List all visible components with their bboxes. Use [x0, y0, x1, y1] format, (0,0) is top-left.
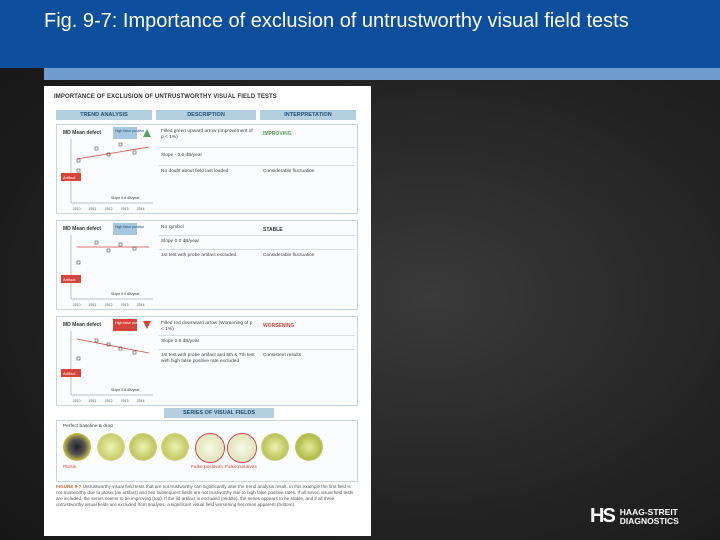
column-header-trend: TREND ANALYSIS	[56, 110, 152, 120]
interpretation-note: Consistent results	[263, 353, 302, 358]
description-line: No doubt about field last loaded	[161, 169, 229, 174]
description-line: Filled green upward arrow (Improvement of p < 1%)	[161, 129, 253, 140]
x-tick: 2013	[121, 399, 129, 403]
visual-field-map	[227, 433, 257, 463]
description-line: No symbol	[161, 225, 184, 230]
figure-image	[44, 86, 371, 536]
slope-label: Slope 0.0 dB/year	[111, 292, 140, 296]
slide-title: Fig. 9-7: Importance of exclusion of untrustworthy visual field tests	[44, 10, 629, 32]
logo-mark: HS	[590, 505, 614, 527]
artifact-label: Artifact	[63, 371, 76, 376]
data-point	[77, 261, 80, 264]
description-line: Slope 0.0 dB/year	[161, 239, 200, 244]
series-label: Ptosis	[63, 465, 77, 470]
x-tick: 2014	[137, 207, 145, 211]
data-point	[95, 147, 98, 150]
visual-field-map	[261, 433, 289, 461]
visual-field-map	[295, 433, 323, 461]
x-tick: 2012	[105, 207, 113, 211]
x-tick: 2010	[73, 303, 81, 307]
series-label: False positives	[191, 465, 223, 470]
description-line: 1st test with probe artifact and 5th & 7th test with high false positive rate excluded	[161, 353, 255, 364]
caption-text: Untrustworthy visual field tests that are not trustworthy can significantly alter the trend analysis result. In this example the first field is not trustworthy due to ptosis (an artifact) and two subsequent fields are not trustworthy due to high false positive rates. If all seven visual field tests are included, the series seems to be improving (top). If the lid artifact is excluded (middle), the series appears to be stable, and if all three untrustworthy visual fields are excluded from analysis, a significant visual field worsening becomes apparent (bottom).	[56, 484, 354, 507]
artifact-label: Artifact	[63, 277, 76, 282]
description-line: Filled red downward arrow (Worsening of p < 1%)	[161, 321, 253, 332]
description-line: 1st test with probe artifact excluded	[161, 253, 237, 258]
interpretation-status: IMPROVING	[263, 131, 292, 137]
accent-strip	[44, 68, 720, 80]
haag-streit-logo	[590, 505, 679, 528]
data-point	[133, 151, 136, 154]
interpretation-note: Considerable fluctuation	[263, 253, 315, 258]
data-point	[133, 247, 136, 250]
visual-field-map	[195, 433, 225, 463]
trend-chart-1	[57, 125, 157, 213]
slope-label: Slope 0.8 dB/year	[111, 388, 140, 392]
x-tick: 2013	[121, 207, 129, 211]
figure-caption	[56, 484, 358, 508]
data-point	[119, 243, 122, 246]
column-header-interpretation: INTERPRETATION	[260, 110, 356, 120]
series-label: False positives	[225, 465, 257, 470]
x-tick: 2014	[137, 399, 145, 403]
x-tick: 2011	[89, 207, 97, 211]
trend-line	[77, 339, 149, 353]
caption-lead: FIGURE 9-7	[56, 484, 82, 489]
column-header-description: DESCRIPTION	[156, 110, 256, 120]
visual-field-series	[56, 420, 358, 482]
improving-arrow-icon	[143, 129, 151, 137]
visual-field-map	[97, 433, 125, 461]
data-point	[77, 357, 80, 360]
chart-title: MD Mean defect	[63, 130, 102, 136]
chart-title: MD Mean defect	[63, 322, 102, 328]
logo-line-1: HAAG-STREIT	[619, 506, 678, 517]
worsening-arrow-icon	[143, 321, 151, 329]
x-tick: 2013	[121, 303, 129, 307]
flag-label: High false positive	[115, 129, 145, 133]
interpretation-note: Considerable fluctuation	[263, 169, 315, 174]
visual-field-map	[129, 433, 157, 461]
interpretation-status: STABLE	[263, 227, 283, 233]
x-tick: 2010	[73, 399, 81, 403]
interpretation-status: WORSENING	[263, 323, 295, 329]
data-point	[95, 241, 98, 244]
trend-panel-2	[56, 220, 358, 310]
visual-field-map	[161, 433, 189, 461]
series-sublabel: Perfect baseline & drop	[63, 424, 113, 429]
x-tick: 2012	[105, 399, 113, 403]
x-tick: 2012	[105, 303, 113, 307]
x-tick: 2010	[73, 207, 81, 211]
title-bar	[0, 0, 720, 68]
trend-panel-3	[56, 316, 358, 406]
trend-panel-1	[56, 124, 358, 214]
data-point	[77, 159, 80, 162]
flag-label: High false positive	[115, 321, 145, 325]
figure-header: IMPORTANCE OF EXCLUSION OF UNTRUSTWORTHY VISUAL FIELD TESTS	[54, 94, 277, 100]
x-tick: 2011	[89, 399, 97, 403]
x-tick: 2011	[89, 303, 97, 307]
description-line: Slope 0.8 dB/year	[161, 339, 200, 344]
visual-field-map	[63, 433, 91, 461]
data-point	[95, 339, 98, 342]
data-point	[119, 143, 122, 146]
slope-label: Slope 0.6 dB/year	[111, 196, 140, 200]
artifact-label: Artifact	[63, 175, 76, 180]
trend-chart-3	[57, 317, 157, 405]
data-point	[133, 351, 136, 354]
data-point	[107, 249, 110, 252]
logo-line-2: DIAGNOSTICS	[619, 515, 679, 526]
description-line: Slope - 0.6 dB/year	[161, 153, 203, 158]
chart-title: MD Mean defect	[63, 226, 102, 232]
x-tick: 2014	[137, 303, 145, 307]
series-heading: SERIES OF VISUAL FIELDS	[164, 408, 274, 418]
trend-chart-2	[57, 221, 157, 309]
data-point	[77, 169, 80, 172]
trend-line	[77, 147, 149, 159]
flag-label: High false positive	[115, 225, 145, 229]
